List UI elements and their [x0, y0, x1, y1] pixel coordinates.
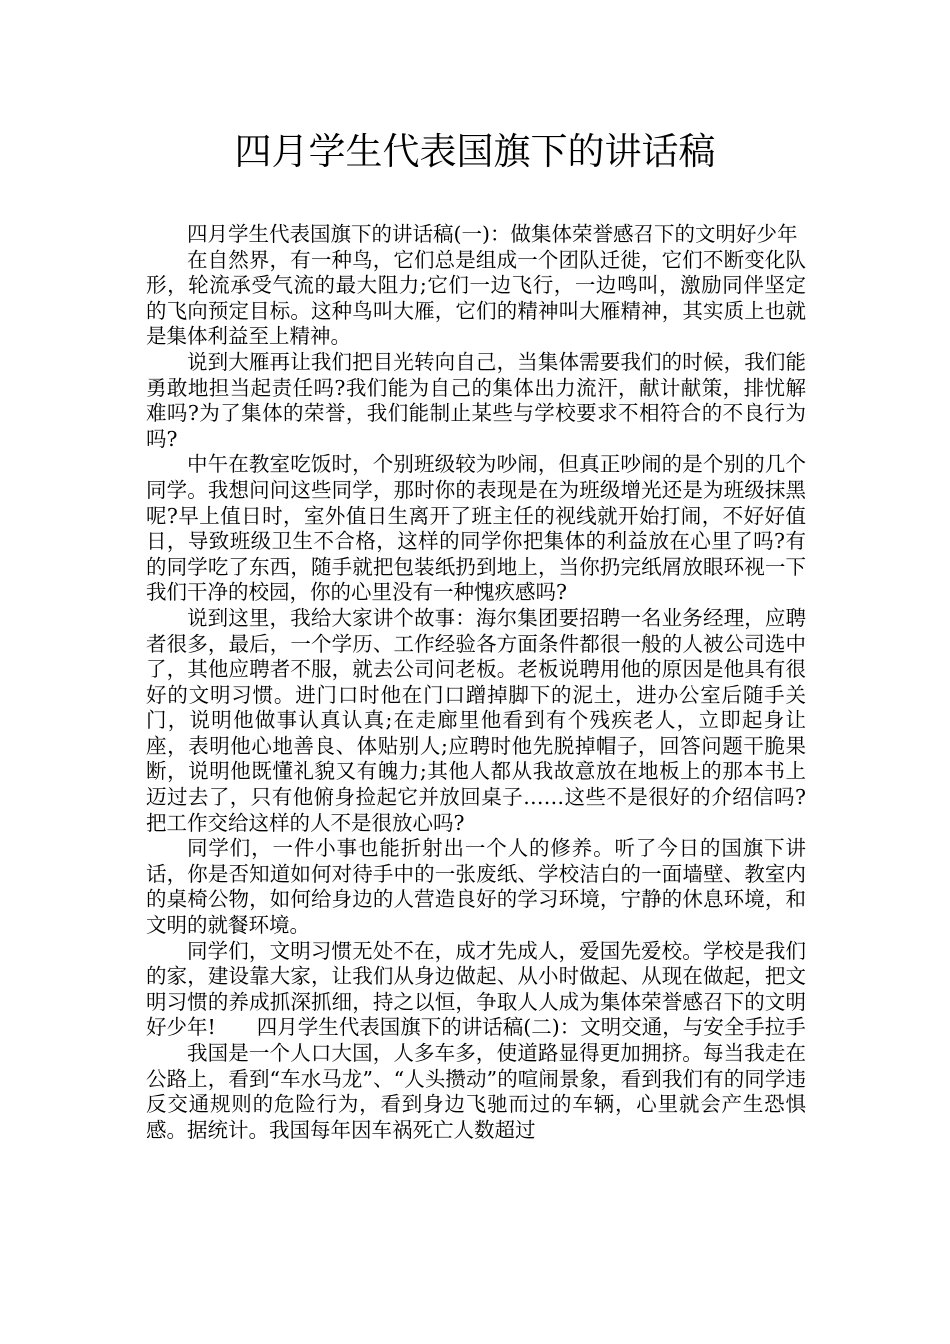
paragraph-4: 中午在教室吃饭时，个别班级较为吵闹，但真正吵闹的是个别的几个同学。我想问问这些同学，那时你的表现是在为班级增光还是为班级抹黑呢?早上值日时，室外值日生离开了班主任的视线就开始打闹，不好好值日，导致班级卫生不合格，这样的同学你把集体的利益放在心里了吗?有的同学吃了东西，随手就把包装纸扔到地上，当你扔完纸屑放眼环视一下我们干净的校园，你的心里没有一种愧疚感吗?	[146, 452, 806, 605]
paragraph-7: 同学们，文明习惯无处不在，成才先成人，爱国先爱校。学校是我们的家，建设靠大家，让我们从身边做起、从小时做起、从现在做起，把文明习惯的养成抓深抓细，持之以恒，争取人人成为集体荣誉感召下的文明好少年! 四月学生代表国旗下的讲话稿(二)：文明交通，与安全手拉手	[146, 938, 806, 1040]
document-title: 四月学生代表国旗下的讲话稿	[234, 130, 716, 173]
paragraph-1: 四月学生代表国旗下的讲话稿(一)：做集体荣誉感召下的文明好少年	[187, 222, 798, 246]
paragraph-6: 同学们，一件小事也能折射出一个人的修养。听了今日的国旗下讲话，你是否知道如何对待手中的一张废纸、学校洁白的一面墙壁、教室内的桌椅公物，如何给身边的人营造良好的学习环境，宁静的休息环境，和文明的就餐环境。	[146, 836, 806, 938]
paragraph-8: 我国是一个人口大国，人多车多，使道路显得更加拥挤。每当我走在公路上，看到“车水马龙”、“人头攒动”的喧闹景象，看到我们有的同学违反交通规则的危险行为，看到身边飞驰而过的车辆，心里就会产生恐惧感。据统计。我国每年因车祸死亡人数超过	[146, 1041, 806, 1142]
paragraph-2: 在自然界，有一种鸟，它们总是组成一个团队迁徙，它们不断变化队形，轮流承受气流的最大阻力;它们一边飞行，一边鸣叫，激励同伴坚定的飞向预定目标。这种鸟叫大雁，它们的精神叫大雁精神，其实质上也就是集体利益至上精神。	[146, 247, 806, 349]
paragraph-5: 说到这里，我给大家讲个故事：海尔集团要招聘一名业务经理，应聘者很多，最后，一个学历、工作经验各方面条件都很一般的人被公司选中了，其他应聘者不服，就去公司问老板。老板说聘用他的原因是他具有很好的文明习惯。进门口时他在门口蹭掉脚下的泥土，进办公室后随手关门，说明他做事认真认真;在走廊里他看到有个残疾老人，立即起身让座，表明他心地善良、体贴别人;应聘时他先脱掉帽子，回答问题干脆果断，说明他既懂礼貌又有魄力;其他人都从我故意放在地板上的那本书上迈过去了，只有他俯身捡起它并放回桌子……这些不是很好的介绍信吗?把工作交给这样的人不是很放心吗?	[146, 605, 806, 835]
paragraph-3: 说到大雁再让我们把目光转向自己，当集体需要我们的时候，我们能勇敢地担当起责任吗?我们能为自己的集体出力流汗，献计献策，排忧解难吗?为了集体的荣誉，我们能制止某些与学校要求不相符合的不良行为吗?	[146, 349, 806, 451]
document-body	[146, 222, 806, 1143]
